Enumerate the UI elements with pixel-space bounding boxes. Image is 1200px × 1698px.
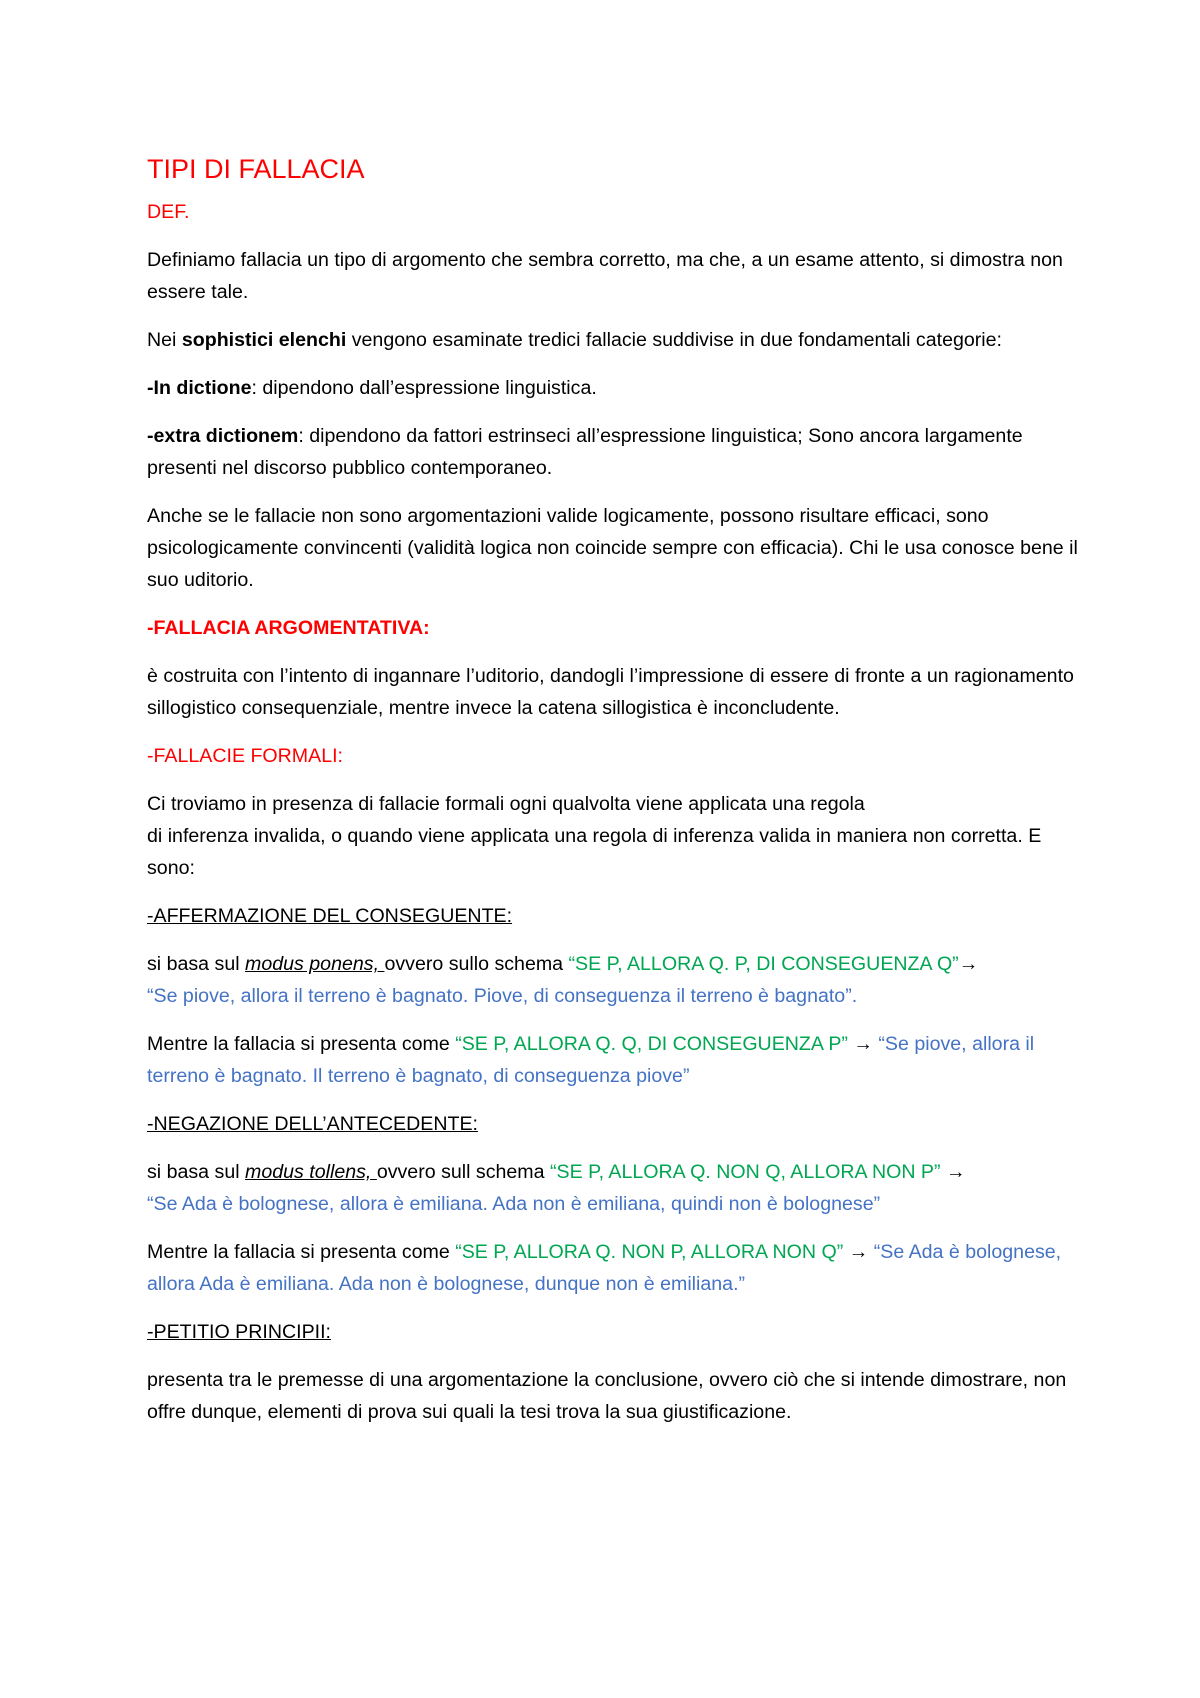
formali-line2: di inferenza invalida, o quando viene applicata una regola di inferenza valida in maniera non corretta. E sono: <box>147 825 1042 879</box>
affermazione-pre: si basa sul <box>147 953 246 975</box>
negazione-fallacy-schema: “SE P, ALLORA Q. NON P, ALLORA NON Q” <box>455 1241 844 1263</box>
argomentativa-heading: -FALLACIA ARGOMENTATIVA: <box>147 617 430 639</box>
negazione-paragraph <box>147 1156 1090 1220</box>
in-dictione-label: -In dictione <box>147 377 252 399</box>
def-heading: DEF. <box>147 201 190 223</box>
sophistici-pre: Nei <box>147 329 182 351</box>
in-dictione-paragraph <box>147 372 1090 404</box>
affermazione-schema: “SE P, ALLORA Q. P, DI CONSEGUENZA Q” <box>568 953 959 975</box>
sophistici-paragraph <box>147 324 1090 356</box>
negazione-mid: ovvero sull schema <box>376 1161 550 1183</box>
def-paragraph: Definiamo fallacia un tipo di argomento che sembra corretto, ma che, a un esame attento, si dimostra non essere tale. <box>147 249 1063 303</box>
negazione-fallacy-paragraph <box>147 1236 1090 1300</box>
negazione-example: “Se Ada è bolognese, allora è emiliana. Ada non è emiliana, quindi non è bolognese” <box>147 1193 881 1215</box>
arrow-right-icon: → <box>847 1033 879 1055</box>
affermazione-fallacy-pre: Mentre la fallacia si presenta come <box>147 1033 456 1055</box>
affermazione-fallacy-schema: “SE P, ALLORA Q. Q, DI CONSEGUENZA P” <box>455 1033 848 1055</box>
modus-ponens-term: modus ponens, <box>245 953 385 975</box>
extra-dictionem-label: -extra dictionem <box>147 425 299 447</box>
affermazione-example: “Se piove, allora il terreno è bagnato. Piove, di conseguenza il terreno è bagnato”. <box>147 985 858 1007</box>
negazione-schema: “SE P, ALLORA Q. NON Q, ALLORA NON P” <box>549 1161 941 1183</box>
extra-dictionem-paragraph <box>147 420 1090 484</box>
formali-line1: Ci troviamo in presenza di fallacie formali ogni qualvolta viene applicata una regola <box>147 793 865 815</box>
negazione-pre: si basa sul <box>147 1161 246 1183</box>
arrow-right-icon: → <box>940 1161 966 1183</box>
arrow-right-icon: → <box>958 953 979 975</box>
negazione-heading: -NEGAZIONE DELL’ANTECEDENTE: <box>147 1113 478 1135</box>
affermazione-fallacy-paragraph <box>147 1028 1090 1092</box>
efficacy-paragraph: Anche se le fallacie non sono argomentazioni valide logicamente, possono risultare efficaci, sono psicologicamente convincenti (validità logica non coincide sempre con efficacia). Chi le usa conosce bene il suo uditorio. <box>147 505 1078 591</box>
extra-dictionem-text: : dipendono da fattori estrinseci all’espressione linguistica; Sono ancora largamente presenti nel discorso pubblico contemporaneo. <box>147 425 1023 479</box>
formali-heading: -FALLACIE FORMALI: <box>147 745 343 767</box>
arrow-right-icon: → <box>843 1241 874 1263</box>
affermazione-heading: -AFFERMAZIONE DEL CONSEGUENTE: <box>147 905 513 927</box>
affermazione-fallacy-example: “Se piove, allora il terreno è bagnato. Il terreno è bagnato, di conseguenza piove” <box>147 1033 1035 1087</box>
sophistici-post: vengono esaminate tredici fallacie suddivise in due fondamentali categorie: <box>346 329 1002 351</box>
affermazione-paragraph <box>147 948 1090 1012</box>
argomentativa-paragraph: è costruita con l’intento di ingannare l’uditorio, dandogli l’impressione di essere di fronte a un ragionamento sillogistico consequenziale, mentre invece la catena sillogistica è inconcludente. <box>147 665 1074 719</box>
affermazione-mid: ovvero sullo schema <box>384 953 569 975</box>
modus-tollens-term: modus tollens, <box>245 1161 377 1183</box>
negazione-fallacy-pre: Mentre la fallacia si presenta come <box>147 1241 456 1263</box>
negazione-fallacy-example: “Se Ada è bolognese, allora Ada è emiliana. Ada non è bolognese, dunque non è emiliana.” <box>147 1241 1062 1295</box>
petitio-heading: -PETITIO PRINCIPII: <box>147 1321 331 1343</box>
sophistici-elenchi-term: sophistici elenchi <box>181 329 347 351</box>
document-title: TIPI DI FALLACIA <box>147 154 365 184</box>
in-dictione-text: : dipendono dall’espressione linguistica. <box>251 377 597 399</box>
formali-paragraph <box>147 788 1090 884</box>
petitio-paragraph: presenta tra le premesse di una argomentazione la conclusione, ovvero ciò che si intende dimostrare, non offre dunque, elementi di prova sui quali la tesi trova la sua giustificazione. <box>147 1369 1067 1423</box>
